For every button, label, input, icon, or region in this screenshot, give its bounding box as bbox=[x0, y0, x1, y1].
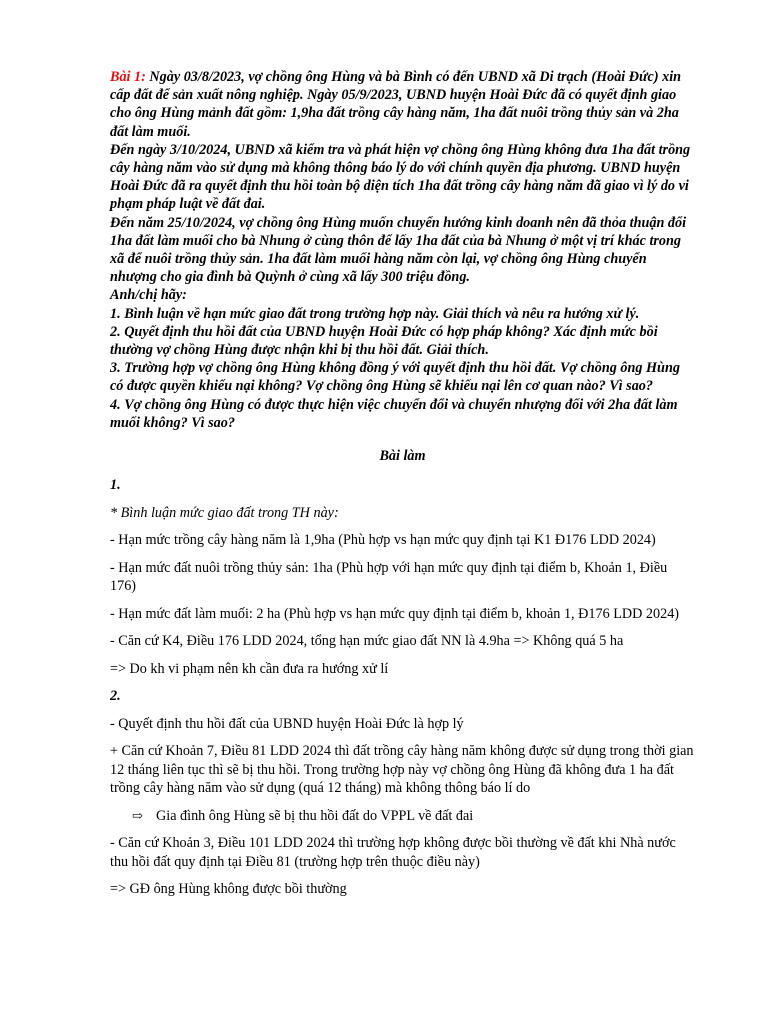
answer-heading: Bài làm bbox=[379, 448, 426, 465]
section-2-item-a: - Quyết định thu hồi đất của UBND huyện Hoài Đức là hợp lý bbox=[110, 715, 464, 732]
section-2-title: 2. bbox=[110, 688, 121, 705]
problem-ask: Anh/chị hãy: bbox=[110, 287, 187, 304]
section-2-bullet-text: Gia đình ông Hùng sẽ bị thu hồi đất do VPPL về đất đai bbox=[156, 807, 474, 824]
section-1-item-a: - Hạn mức trồng cây hàng năm là 1,9ha (Phù hợp vs hạn mức quy định tại K1 Đ176 LDD 2024) bbox=[110, 532, 656, 549]
problem-para-3: Đến năm 25/10/2024, vợ chồng ông Hùng muốn chuyển hướng kinh doanh nên đã thỏa thuận đổi 1ha đất làm muối cho bà Nhung ở cùng thôn để lấy 1ha đất của bà Nhung ở một vị trí khác trong xã để nuôi trồng thủy sản. 1ha đất làm muối hàng năm còn lại, vợ chồng ông Hùng chuyển nhượng cho gia đình bà Quỳnh ở cùng xã lấy 300 triệu đồng. bbox=[110, 214, 687, 286]
problem-para-2: Đến ngày 3/10/2024, UBND xã kiểm tra và phát hiện vợ chồng ông Hùng không đưa 1ha đất trồng cây hàng năm vào sử dụng mà không thông báo lý do với chính quyền địa phương. UBND huyện Hoài Đức đã ra quyết định thu hồi toàn bộ diện tích 1ha đất trồng cây hàng năm đã giao vì lý do vi phạm pháp luật về đất đai. bbox=[110, 141, 691, 213]
question-2: 2. Quyết định thu hồi đất của UBND huyện Hoài Đức có hợp pháp không? Xác định mức bồi thường vợ chồng Hùng được nhận khi bị thu hồi đất. Giải thích. bbox=[110, 323, 658, 359]
question-3: 3. Trường hợp vợ chồng ông Hùng không đồng ý với quyết định thu hồi đất. Vợ chồng ông Hùng có được quyền khiếu nại không? Vợ chồng ông Hùng sẽ khiếu nại lên cơ quan nào? Vì sao? bbox=[110, 360, 680, 395]
question-1: 1. Bình luận về hạn mức giao đất trong trường hợp này. Giải thích và nêu ra hướng xử lý. bbox=[110, 305, 640, 322]
document-page bbox=[110, 68, 695, 899]
problem-intro-text: Ngày 03/8/2023, vợ chồng ông Hùng và bà Bình có đến UBND xã Di trạch (Hoài Đức) xin cấp đất để sản xuất nông nghiệp. Ngày 05/9/2023, UBND huyện Hoài Đức đã có quyết định giao cho ông Hùng mảnh đất gồm: 1,9ha đất trồng cây hàng năm, 1ha đất nuôi trồng thủy sản và 2ha đất làm muối. bbox=[110, 69, 682, 140]
section-1-title: 1. bbox=[110, 477, 121, 494]
problem-intro bbox=[110, 68, 695, 141]
section-2-conclusion: => GĐ ông Hùng không được bồi thường bbox=[110, 881, 347, 898]
answer-body bbox=[110, 476, 695, 899]
section-1-subtitle: * Bình luận mức giao đất trong TH này: bbox=[110, 504, 339, 521]
section-1-conclusion: => Do kh vi phạm nên kh cần đưa ra hướng xử lí bbox=[110, 660, 389, 677]
section-1-item-b: - Hạn mức đất nuôi trồng thủy sản: 1ha (Phù hợp với hạn mức quy định tại điểm b, Khoản 1, Điều 176) bbox=[110, 559, 668, 595]
section-2-bullet bbox=[110, 807, 695, 826]
section-2-item-b: + Căn cứ Khoản 7, Điều 81 LDD 2024 thì đất trồng cây hàng năm không được sử dụng trong thời gian 12 tháng liên tục thì sẽ bị thu hồi. Trong trường hợp này vợ chồng ông Hùng đã không đưa 1 ha đất trồng cây hàng năm vào sử dụng (quá 12 tháng) mà không thông báo lí do bbox=[110, 743, 694, 797]
problem-statement bbox=[110, 68, 695, 432]
problem-label: Bài 1: bbox=[110, 69, 146, 85]
section-1-item-c: - Hạn mức đất làm muối: 2 ha (Phù hợp vs hạn mức quy định tại điểm b, khoản 1, Đ176 LDD 2024) bbox=[110, 605, 680, 622]
question-4: 4. Vợ chồng ông Hùng có được thực hiện việc chuyển đổi và chuyển nhượng đối với 2ha đất làm muối không? Vì sao? bbox=[110, 396, 678, 431]
section-2-item-c: - Căn cứ Khoản 3, Điều 101 LDD 2024 thì trường hợp không được bồi thường về đất khi Nhà nước thu hồi đất quy định tại Điều 81 (trường hợp trên thuộc điều này) bbox=[110, 835, 676, 870]
arrow-right-outline-icon: ⇨ bbox=[132, 807, 143, 823]
section-1-item-d: - Căn cứ K4, Điều 176 LDD 2024, tổng hạn mức giao đất NN là 4.9ha => Không quá 5 ha bbox=[110, 633, 624, 650]
